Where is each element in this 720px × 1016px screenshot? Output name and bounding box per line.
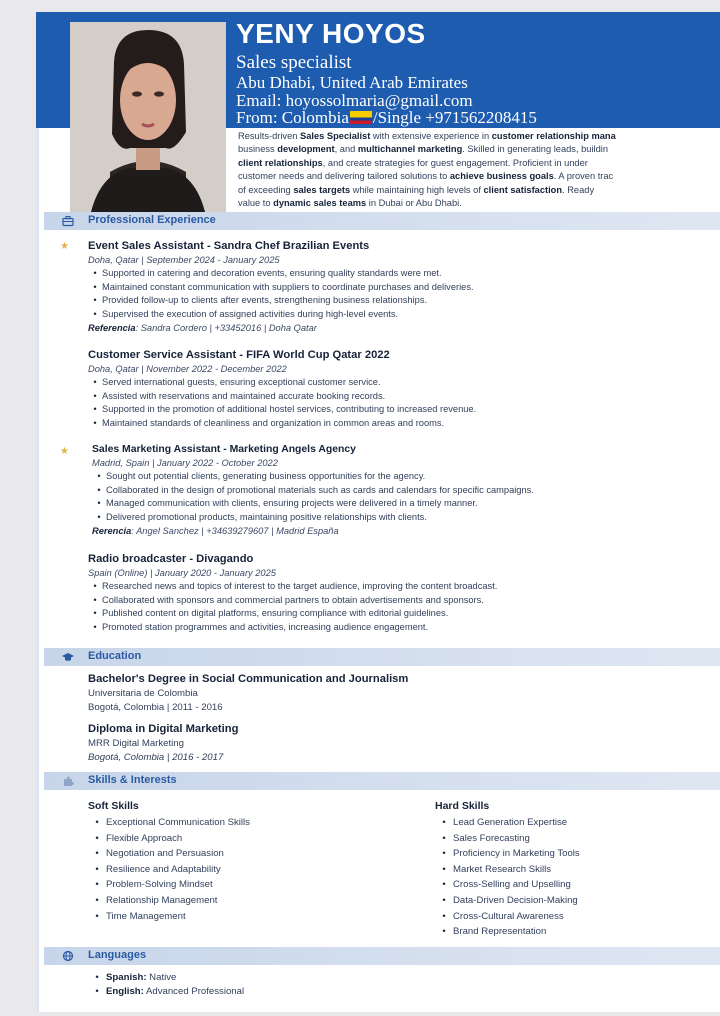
email: Email: hoyossolmaria@gmail.com: [236, 91, 473, 110]
list-item: • Cross-Selling and Upselling: [435, 877, 580, 893]
list-item: • Collaborated with sponsors and commercial partners to obtain advertisements and sponsors.: [88, 594, 497, 608]
school-name: MRR Digital Marketing: [88, 738, 184, 749]
list-item: • Maintained standards of cleanliness and organization in common areas and rooms.: [88, 417, 476, 431]
list-item: • Provided follow-up to clients after events, strengthening business relationships.: [88, 294, 474, 308]
list-item: • Relationship Management: [88, 893, 250, 909]
globe-icon: [62, 950, 74, 962]
job-title: Sales Marketing Assistant - Marketing Angels Agency: [92, 444, 356, 455]
list-item: • Sought out potential clients, generating business opportunities for the agency.: [92, 470, 534, 484]
section-title: Education: [88, 650, 142, 662]
job-bullets: [88, 376, 476, 431]
list-item: • Market Research Skills: [435, 862, 580, 878]
list-item: • Spanish: Native: [88, 971, 244, 985]
job-bullets: [88, 267, 474, 322]
list-item: • Cross-Cultural Awareness: [435, 909, 580, 925]
hard-skills-list: [435, 815, 580, 940]
languages-list: [88, 971, 244, 999]
job-meta: Spain (Online) | January 2020 - January 2025: [88, 568, 276, 578]
page-edge: [36, 128, 39, 1012]
star-icon: ★: [60, 446, 69, 457]
list-item: • Supported in catering and decoration events, ensuring quality standards were met.: [88, 267, 474, 281]
briefcase-icon: [62, 215, 74, 227]
list-item: • Sales Forecasting: [435, 831, 580, 847]
section-title: Languages: [88, 949, 147, 961]
list-item: • Time Management: [88, 909, 250, 925]
job-meta: Madrid, Spain | January 2022 - October 2022: [92, 458, 278, 468]
job-bullets: [88, 580, 497, 635]
degree-title: Bachelor's Degree in Social Communication and Journalism: [88, 673, 409, 685]
job-meta: Doha, Qatar | November 2022 - December 2022: [88, 364, 287, 374]
star-icon: ★: [60, 241, 69, 252]
section-education: [44, 648, 720, 666]
list-item: • Problem-Solving Mindset: [88, 877, 250, 893]
profile-photo: [70, 22, 226, 216]
profile-summary: Results-driven Sales Specialist with extensive experience in customer relationship mana business development, and multichannel marketing. Skilled in generating leads, buildin client relationships, and create strategies for guest engagement. Proficient in under customer needs and delivering tailored solutions to achieve business goals. A proven trac of exceeding sales targets while maintaining high levels of client satisfaction. Ready value to dynamic sales teams in Dubai or Abu Dhabi.: [238, 131, 616, 209]
section-title: Professional Experience: [88, 214, 216, 226]
list-item: • Flexible Approach: [88, 831, 250, 847]
list-item: • Managed communication with clients, ensuring projects were delivered in a timely manner.: [92, 497, 534, 511]
resume-page: [36, 12, 720, 1012]
list-item: • Published content on digital platforms, ensuring compliance with editorial guidelines.: [88, 607, 497, 621]
location: Abu Dhabi, United Arab Emirates: [236, 73, 468, 92]
list-item: • Supported in the promotion of additional hostel services, contributing to increased revenue.: [88, 403, 476, 417]
list-item: • Lead Generation Expertise: [435, 815, 580, 831]
list-item: • Supervised the execution of assigned activities during high-level events.: [88, 308, 474, 322]
section-skills: [44, 772, 720, 790]
graduation-cap-icon: [62, 651, 74, 663]
degree-dates: Bogotá, Colombia | 2011 - 2016: [88, 702, 223, 713]
puzzle-icon: [62, 775, 74, 787]
soft-skills-heading: Soft Skills: [88, 800, 139, 812]
list-item: • Served international guests, ensuring exceptional customer service.: [88, 376, 476, 390]
job-title: Radio broadcaster - Divagando: [88, 553, 254, 565]
section-title: Skills & Interests: [88, 774, 177, 786]
list-item: • Resilience and Adaptability: [88, 862, 250, 878]
candidate-name: YENY HOYOS: [236, 18, 426, 49]
job-title: Event Sales Assistant - Sandra Chef Brazilian Events: [88, 240, 370, 252]
list-item: • Brand Representation: [435, 924, 580, 940]
section-languages: [44, 947, 720, 965]
soft-skills-list: [88, 815, 250, 924]
list-item: • Proficiency in Marketing Tools: [435, 846, 580, 862]
list-item: • Exceptional Communication Skills: [88, 815, 250, 831]
job-bullets: [92, 470, 534, 525]
list-item: • Negotiation and Persuasion: [88, 846, 250, 862]
hard-skills-heading: Hard Skills: [435, 800, 490, 812]
list-item: • Promoted station programmes and activities, increasing audience engagement.: [88, 621, 497, 635]
origin-and-phone: [236, 108, 537, 128]
school-name: Universitaria de Colombia: [88, 688, 198, 699]
list-item: • English: Advanced Professional: [88, 985, 244, 999]
job-role: Sales specialist: [236, 52, 352, 73]
list-item: • Delivered promotional products, maintaining positive relationships with clients.: [92, 511, 534, 525]
list-item: • Data-Driven Decision-Making: [435, 893, 580, 909]
job-reference: Rerencia: Angel Sanchez | +34639279607 | Madrid España: [92, 526, 339, 536]
job-meta: Doha, Qatar | September 2024 - January 2025: [88, 255, 280, 265]
list-item: • Researched news and topics of interest to the target audience, improving the content broadcast.: [88, 580, 497, 594]
list-item: • Maintained constant communication with suppliers to coordinate purchases and deliveries.: [88, 281, 474, 295]
job-title: Customer Service Assistant - FIFA World Cup Qatar 2022: [88, 349, 390, 361]
list-item: • Collaborated in the design of promotional materials such as cards and calendars for specific campaigns.: [92, 484, 534, 498]
degree-dates: Bogotá, Colombia | 2016 - 2017: [88, 752, 224, 763]
origin-text: From: Colombia: [236, 108, 349, 127]
section-experience: [44, 212, 720, 230]
status-phone: /Single +971562208415: [372, 108, 537, 127]
list-item: • Assisted with reservations and maintained accurate booking records.: [88, 390, 476, 404]
degree-title: Diploma in Digital Marketing: [88, 723, 239, 735]
job-reference: Referencia: Sandra Cordero | +33452016 | Doha Qatar: [88, 323, 317, 333]
colombia-flag-icon: [350, 111, 372, 124]
